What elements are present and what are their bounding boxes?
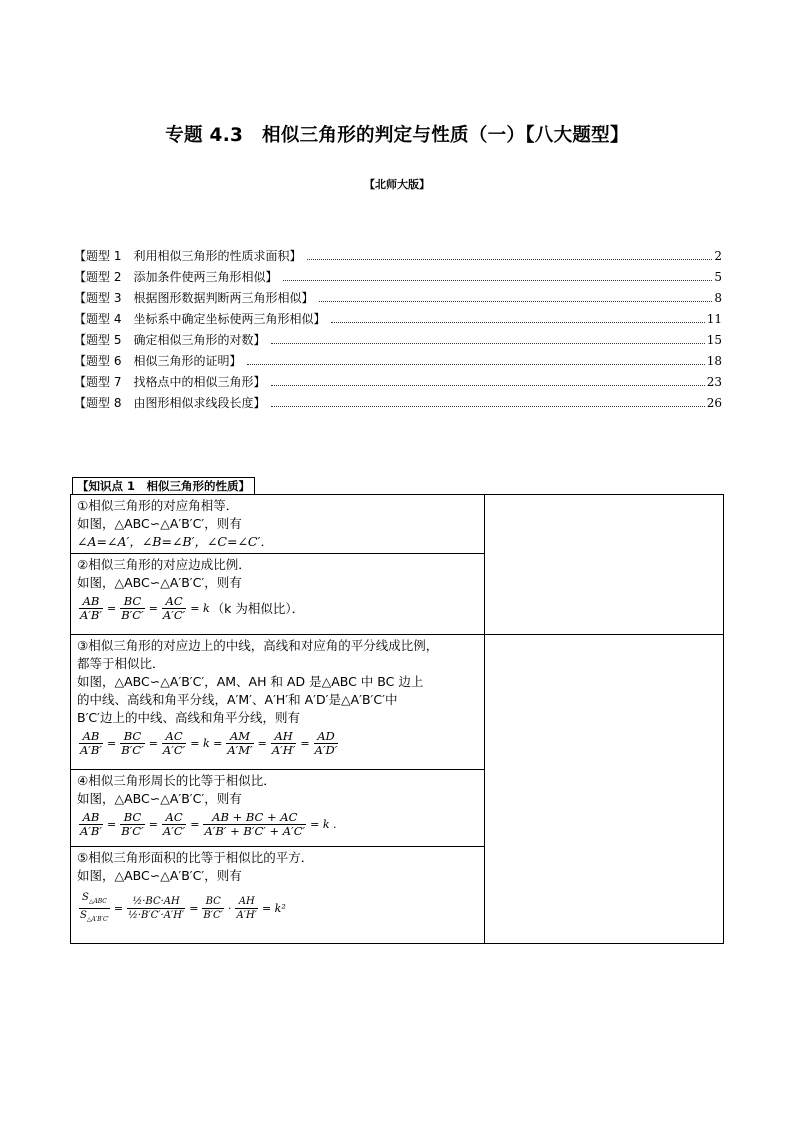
toc-leader	[271, 385, 704, 386]
toc-entry[interactable]	[74, 247, 722, 268]
fraction: $\frac{BC}{B'C'}$	[121, 594, 144, 622]
fraction: $\frac{BC}{B'C'}$	[121, 729, 144, 757]
property-4-cell	[71, 770, 485, 847]
property-4-intro: 如图，△ABC∽△A′B′C′，则有	[77, 791, 242, 806]
property-5-cell	[71, 847, 485, 944]
toc-label: 【题型 6 相似三角形的证明】	[74, 354, 242, 368]
property-2-title: ②相似三角形的对应边成比例．	[77, 557, 251, 572]
figure-cell-1	[484, 495, 723, 635]
fraction: $\frac{AD}{A'D'}$	[314, 729, 338, 757]
fraction: $\frac{AB}{A'B'}$	[80, 810, 102, 838]
knowledge-point-header: 【知识点 1 相似三角形的性质】	[72, 477, 255, 495]
toc-leader	[307, 259, 712, 260]
fraction: $\frac{BC}{B'C'}$	[203, 896, 223, 921]
fraction: $\frac{AB + BC + AC}{A'B' + B'C' + A'C'}$	[204, 810, 306, 838]
toc-label: 【题型 7 找格点中的相似三角形】	[74, 375, 266, 389]
property-3-title-cont: 都等于相似比．	[77, 656, 165, 671]
fraction: $\frac{AH}{A'H'}$	[236, 896, 257, 921]
fraction: $\frac{AB}{A'B'}$	[80, 729, 102, 757]
edition-subtitle: 【北师大版】	[364, 178, 430, 191]
toc-label: 【题型 3 根据图形数据判断两三角形相似】	[74, 291, 314, 305]
toc-page: 2	[714, 249, 722, 263]
fraction: $\frac{AC}{A'C'}$	[162, 810, 186, 838]
toc-page: 26	[706, 396, 722, 410]
toc-page: 11	[706, 312, 722, 326]
fraction: $\frac{AM}{A'M'}$	[227, 729, 253, 757]
toc-leader	[271, 406, 704, 407]
toc-leader	[271, 343, 704, 344]
property-1-cell	[71, 495, 485, 554]
property-3-cell	[71, 635, 485, 770]
toc-label: 【题型 8 由图形相似求线段长度】	[74, 396, 266, 410]
page-title: 专题 4.3 相似三角形的判定与性质（一）【八大题型】	[165, 125, 629, 146]
ratio-note: （k 为相似比）．	[211, 600, 305, 616]
toc-entry[interactable]	[74, 268, 722, 289]
property-5-title: ⑤相似三角形面积的比等于相似比的平方．	[77, 850, 314, 865]
property-2-formula: $\frac{AB}{A'B'}$ = $\frac{BC}{B'C'}$ = $\frac{AC}{A'C'}$ = k （k 为相似比）．	[80, 594, 305, 622]
toc-entry[interactable]	[74, 373, 722, 394]
property-1-title: ①相似三角形的对应角相等．	[77, 498, 239, 513]
property-4-title: ④相似三角形周长的比等于相似比．	[77, 773, 276, 788]
toc-entry[interactable]	[74, 310, 722, 331]
toc-entry[interactable]	[74, 394, 722, 415]
toc-label: 【题型 4 坐标系中确定坐标使两三角形相似】	[74, 312, 326, 326]
toc-label: 【题型 1 利用相似三角形的性质求面积】	[74, 249, 302, 263]
toc-leader	[319, 301, 712, 302]
property-5-intro: 如图，△ABC∽△A′B′C′，则有	[77, 868, 242, 883]
fraction: $\frac{BC}{B'C'}$	[121, 810, 144, 838]
figure-cell-2	[484, 635, 723, 944]
property-3-intro-3: B′C′边上的中线、高线和角平分线，则有	[77, 710, 300, 725]
toc-label: 【题型 5 确定相似三角形的对数】	[74, 333, 266, 347]
toc-page: 5	[714, 270, 722, 284]
fraction: $\frac{AC}{A'C'}$	[162, 594, 186, 622]
table-of-contents	[74, 247, 722, 415]
property-1-formula: ∠A=∠A′，∠B=∠B′，∠C=∠C′．	[77, 534, 273, 549]
toc-leader	[283, 280, 712, 281]
property-4-formula: $\frac{AB}{A'B'}$ = $\frac{BC}{B'C'}$ = $\frac{AC}{A'C'}$ = $\frac{AB + BC + AC}{A'B' + B'C' + A'C'}$ = k .	[80, 810, 337, 838]
toc-page: 8	[714, 291, 722, 305]
fraction: $\frac{\text{½·BC·AH}}{\text{½·B′C′·A′H′}}$	[128, 896, 185, 921]
property-2-intro: 如图，△ABC∽△A′B′C′，则有	[77, 575, 242, 590]
fraction: $\frac{S_{\triangle ABC}}{S_{\triangle A'B'C'}}$	[79, 891, 110, 926]
property-3-intro-2: 的中线、高线和角平分线，A′M′、A′H′和 A′D′是△A′B′C′中	[77, 692, 398, 707]
knowledge-table	[70, 494, 724, 944]
toc-page: 18	[706, 354, 722, 368]
property-1-intro: 如图，△ABC∽△A′B′C′，则有	[77, 516, 242, 531]
toc-label: 【题型 2 添加条件使两三角形相似】	[74, 270, 278, 284]
property-3-title: ③相似三角形的对应边上的中线，高线和对应角的平分线成比例，	[77, 638, 439, 653]
toc-page: 23	[706, 375, 722, 389]
toc-entry[interactable]	[74, 289, 722, 310]
property-2-cell	[71, 554, 485, 635]
fraction: $\frac{AH}{A'H'}$	[271, 729, 296, 757]
fraction: $\frac{AB}{A'B'}$	[80, 594, 102, 622]
toc-page: 15	[706, 333, 722, 347]
fraction: $\frac{AC}{A'C'}$	[162, 729, 186, 757]
toc-leader	[247, 364, 704, 365]
toc-leader	[331, 322, 704, 323]
property-3-formula: $\frac{AB}{A'B'}$ = $\frac{BC}{B'C'}$ = $\frac{AC}{A'C'}$ = k = $\frac{AM}{A'M'}$ = $\frac{AH}{A'H'}$ = $\frac{AD}{A'D'}$	[80, 729, 338, 757]
property-3-intro: 如图，△ABC∽△A′B′C′，AM、AH 和 AD 是△ABC 中 BC 边上	[77, 674, 424, 689]
toc-entry[interactable]	[74, 331, 722, 352]
property-5-formula: $\frac{S_{\triangle ABC}}{S_{\triangle A'B'C'}}$ = $\frac{\text{½·BC·AH}}{\text{½·B′C′·A′H′}}$ = $\frac{BC}{B'C'}$ · $\frac{AH}{A'H'}$ = k²	[77, 891, 478, 926]
toc-entry[interactable]	[74, 352, 722, 373]
